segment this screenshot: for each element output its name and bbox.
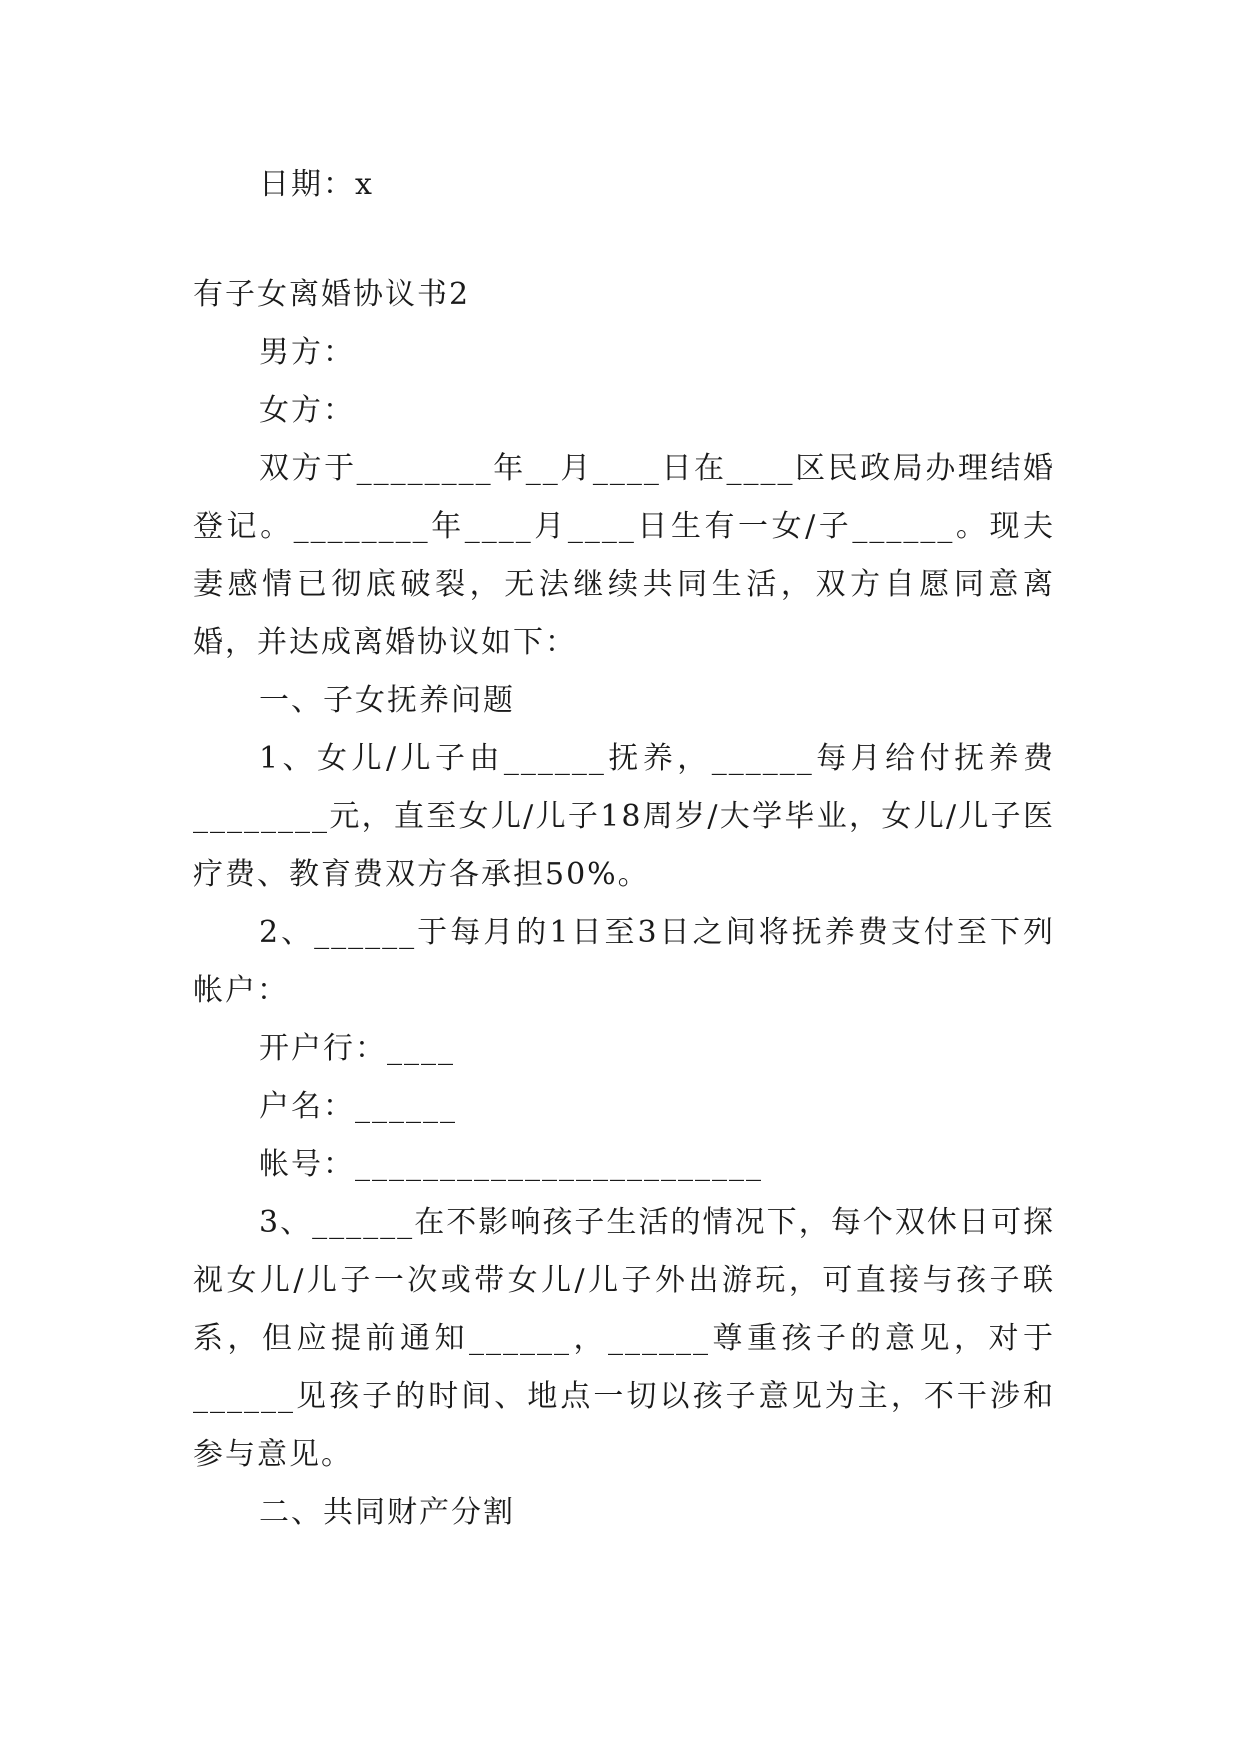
- document-title: 有子女离婚协议书2: [193, 277, 471, 312]
- clause-1-paragraph: 1、女儿/儿子由______抚养，______每月给付抚养费________元，直至女儿/儿子18周岁/大学毕业，女儿/儿子医疗费、教育费双方各承担50%。: [193, 741, 1055, 892]
- clause-3-paragraph: 3、______在不影响孩子生活的情况下，每个双休日可探视女儿/儿子一次或带女儿/儿子外出游玩，可直接与孩子联系，但应提前通知______，______尊重孩子的意见，对于______见孩子的时间、地点一切以孩子意见为主，不干涉和参与意见。: [193, 1205, 1055, 1472]
- male-party-line: 男方：: [259, 335, 355, 370]
- document-body: [193, 156, 1055, 1542]
- bank-line: 开户行：____: [259, 1031, 455, 1066]
- intro-paragraph: 双方于________年__月____日在____区民政局办理结婚登记。________年____月____日生有一女/子______。现夫妻感情已彻底破裂，无法继续共同生活，双方自愿同意离婚，并达成离婚协议如下：: [193, 451, 1055, 660]
- account-name-line: 户名：______: [259, 1089, 457, 1124]
- section-heading-property-division: 二、共同财产分割: [259, 1495, 515, 1530]
- clause-2-paragraph: 2、______于每月的1日至3日之间将抚养费支付至下列帐户：: [193, 915, 1055, 1008]
- date-line: 日期：x: [259, 167, 374, 202]
- section-heading-child-custody: 一、子女抚养问题: [259, 683, 515, 718]
- female-party-line: 女方：: [259, 393, 355, 428]
- account-number-line: 帐号：________________________: [259, 1147, 763, 1182]
